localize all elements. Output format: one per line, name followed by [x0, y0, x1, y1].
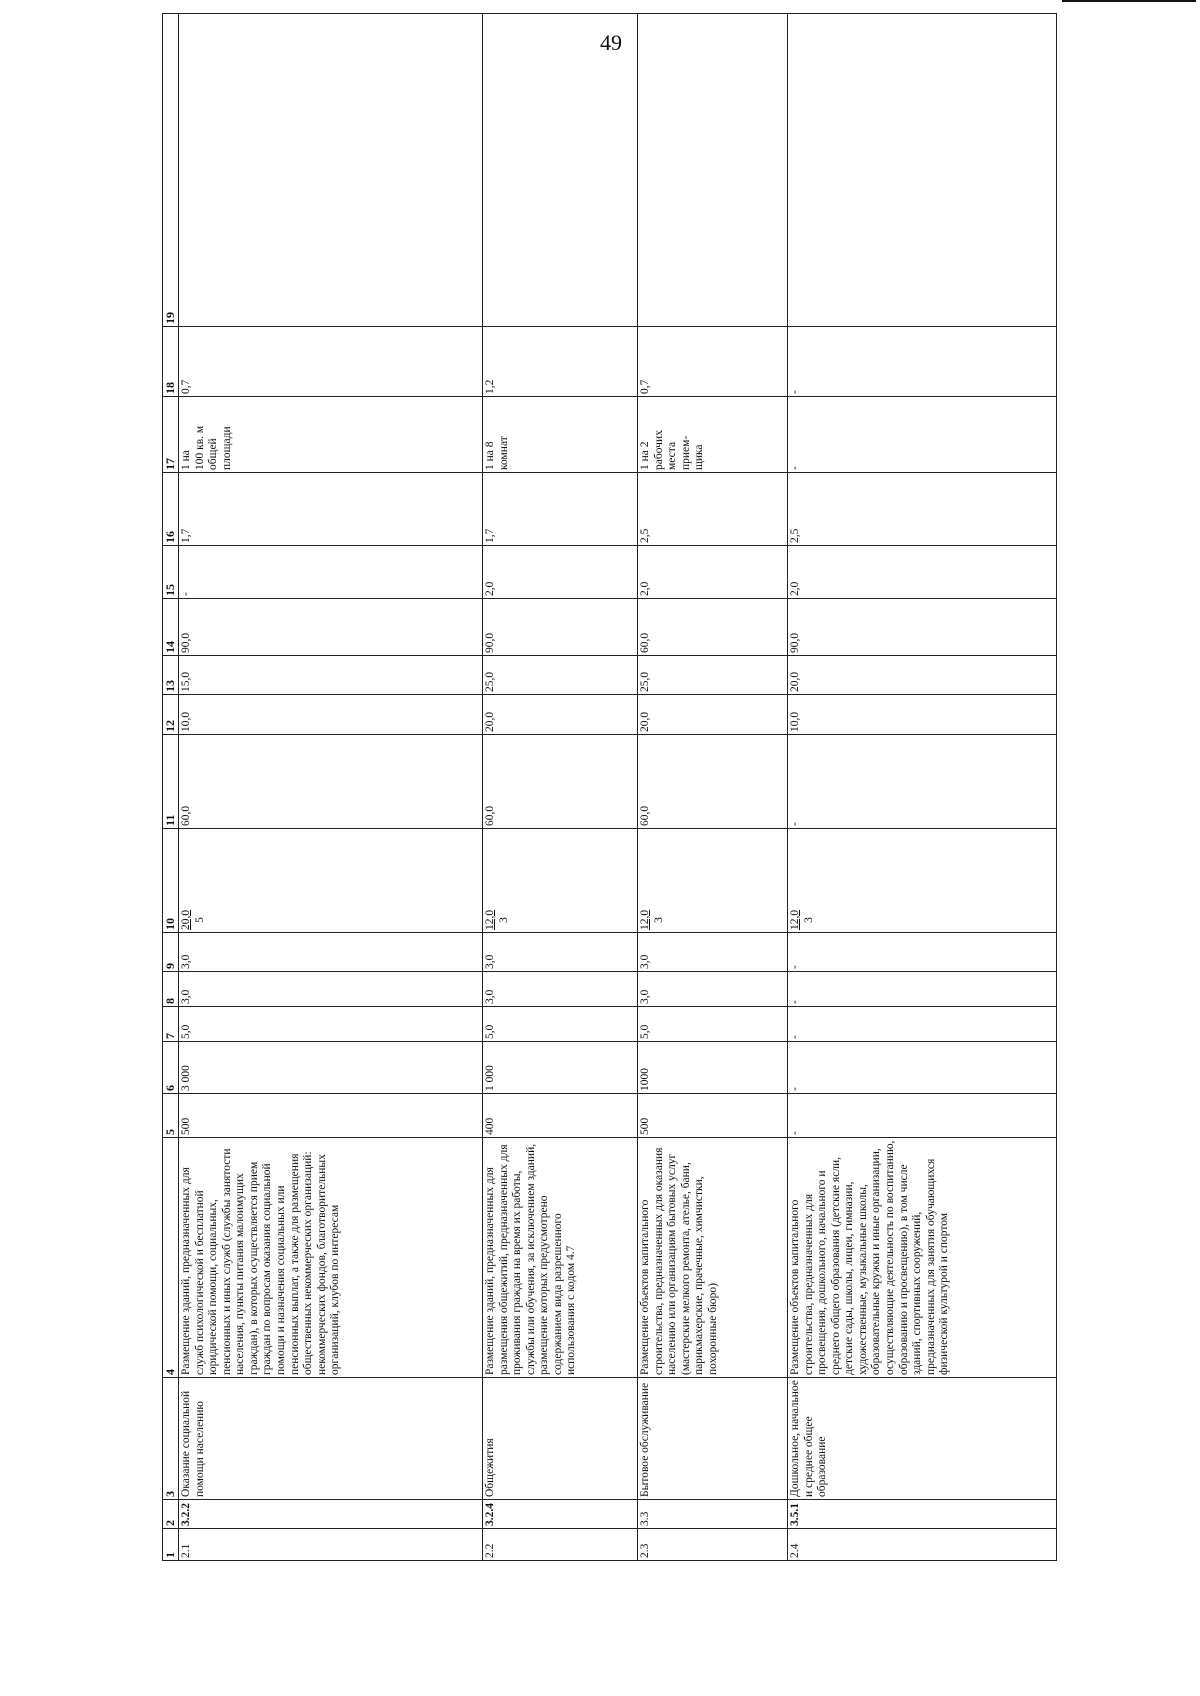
header-cell: 7 — [163, 1007, 179, 1042]
use-code: 3.3 — [638, 1500, 788, 1529]
cell-col15: 2,0 — [638, 546, 788, 599]
table-row — [179, 14, 483, 1561]
cell-col18: 1,2 — [483, 327, 638, 397]
cell-col5: 500 — [638, 1094, 788, 1138]
header-cell: 6 — [163, 1042, 179, 1094]
header-cell: 17 — [163, 397, 179, 473]
cell-col19 — [638, 14, 788, 327]
cell-col5: 500 — [179, 1094, 483, 1138]
header-cell: 11 — [163, 735, 179, 829]
cell-col9: 3,0 — [483, 933, 638, 972]
cell-col14: 90,0 — [179, 599, 483, 656]
cell-col9: 3,0 — [638, 933, 788, 972]
fraction-numerator: 12,0 — [789, 909, 801, 930]
table-header-row — [163, 14, 179, 1561]
cell-col17: 1 на 2 рабочих места прием- щика — [638, 397, 788, 473]
cell-col17: 1 на 100 кв. м общей площади — [179, 397, 483, 473]
cell-col18: 0,7 — [638, 327, 788, 397]
header-cell: 10 — [163, 829, 179, 933]
cell-col16: 1,7 — [483, 473, 638, 546]
cell-col10 — [179, 829, 483, 933]
use-description: Размещение зданий, предназначенных для размещения общежитий, предназначенных для проживания граждан на время их работы, службы или обучения, за исключением зданий, размещение которых предусмотрено содержанием вида разрешенного использования с кодом 4.7 — [483, 1138, 638, 1378]
use-code: 3.5.1 — [788, 1500, 1057, 1529]
fraction-denominator: 3 — [652, 917, 665, 923]
cell-col15: - — [179, 546, 483, 599]
header-cell: 15 — [163, 546, 179, 599]
zoning-table — [162, 13, 1057, 1561]
cell-col10 — [788, 829, 1057, 933]
cell-col7: - — [788, 1007, 1057, 1042]
cell-col6: - — [788, 1042, 1057, 1094]
fraction — [180, 910, 207, 930]
fraction-denominator: 5 — [193, 917, 206, 923]
cell-col13: 25,0 — [483, 656, 638, 695]
cell-col12: 20,0 — [483, 695, 638, 735]
use-code: 3.2.2 — [179, 1500, 483, 1529]
cell-col6: 1000 — [638, 1042, 788, 1094]
fraction-denominator: 3 — [497, 917, 510, 923]
use-name: Бытовое обслуживание — [638, 1378, 788, 1500]
use-name: Дошкольное, начальное и среднее общее образование — [788, 1378, 1057, 1500]
cell-col16: 2,5 — [788, 473, 1057, 546]
cell-col12: 10,0 — [788, 695, 1057, 735]
cell-col11: - — [788, 735, 1057, 829]
use-description: Размещение объектов капитального строительства, предназначенных для оказания населению или организациям бытовых услуг (мастерские мелкого ремонта, ателье, бани, парикмахерские, прачечные, химчистки, похоронные бюро) — [638, 1138, 788, 1378]
cell-col10 — [483, 829, 638, 933]
cell-col10 — [638, 829, 788, 933]
cell-col8: 3,0 — [179, 972, 483, 1007]
cell-col13: 20,0 — [788, 656, 1057, 695]
table-row — [788, 14, 1057, 1561]
use-description: Размещение объектов капитального строительства, предназначенных для просвещения, дошкольного, начального и среднего общего образования (детские ясли, детские сады, школы, лицеи, гимназии, художественные, музыкальные школы, образовательные кружки и иные организации, осуществляющие деятельность по воспитанию, образованию и просвещению), в том числе зданий, спортивных сооружений, предназначенных для занятия обучающихся физической культурой и спортом — [788, 1138, 1057, 1378]
row-number: 2.2 — [483, 1529, 638, 1561]
header-cell: 8 — [163, 972, 179, 1007]
cell-col13: 25,0 — [638, 656, 788, 695]
cell-col5: - — [788, 1094, 1057, 1138]
header-cell: 4 — [163, 1138, 179, 1378]
cell-col12: 10,0 — [179, 695, 483, 735]
cell-col19 — [179, 14, 483, 327]
row-number: 2.3 — [638, 1529, 788, 1561]
cell-col17: - — [788, 397, 1057, 473]
cell-col8: 3,0 — [638, 972, 788, 1007]
cell-col9: - — [788, 933, 1057, 972]
fraction — [484, 910, 511, 930]
header-cell: 1 — [163, 1529, 179, 1561]
cell-col11: 60,0 — [638, 735, 788, 829]
page-number: 49 — [600, 30, 622, 55]
table-row — [483, 14, 638, 1561]
header-cell: 3 — [163, 1378, 179, 1500]
cell-col16: 2,5 — [638, 473, 788, 546]
header-cell: 9 — [163, 933, 179, 972]
fraction — [639, 910, 666, 930]
cell-col14: 90,0 — [483, 599, 638, 656]
rotated-table-wrapper — [162, 109, 1072, 1561]
fraction-numerator: 12,0 — [484, 909, 496, 930]
cell-col14: 60,0 — [638, 599, 788, 656]
cell-col13: 15,0 — [179, 656, 483, 695]
header-cell: 5 — [163, 1094, 179, 1138]
cell-col18: 0,7 — [179, 327, 483, 397]
header-cell: 18 — [163, 327, 179, 397]
header-cell: 16 — [163, 473, 179, 546]
cell-col5: 400 — [483, 1094, 638, 1138]
fraction — [789, 910, 816, 930]
cell-col16: 1,7 — [179, 473, 483, 546]
cell-col15: 2,0 — [483, 546, 638, 599]
cell-col12: 20,0 — [638, 695, 788, 735]
header-cell: 19 — [163, 14, 179, 327]
fraction-denominator: 3 — [802, 917, 815, 923]
cell-col7: 5,0 — [179, 1007, 483, 1042]
use-name: Общежития — [483, 1378, 638, 1500]
row-number: 2.4 — [788, 1529, 1057, 1561]
cell-col9: 3,0 — [179, 933, 483, 972]
cell-col15: 2,0 — [788, 546, 1057, 599]
cell-col8: 3,0 — [483, 972, 638, 1007]
cell-col6: 1 000 — [483, 1042, 638, 1094]
cell-col11: 60,0 — [483, 735, 638, 829]
header-cell: 13 — [163, 656, 179, 695]
cell-col19 — [483, 14, 638, 327]
header-cell: 14 — [163, 599, 179, 656]
fraction-numerator: 12,0 — [639, 909, 651, 930]
use-description: Размещение зданий, предназначенных для служб психологической и бесплатной юридической помощи, социальных, пенсионных и иных служб (службы занятости населения, пункты питания малоимущих граждан), в которых осуществляется прием граждан по вопросам оказания социальной помощи и назначения социальных или пенсионных выплат, а также для размещения общественных некоммерческих организаций: некоммерческих фондов, благотворительных организаций, клубов по интересам — [179, 1138, 483, 1378]
header-cell: 12 — [163, 695, 179, 735]
cell-col6: 3 000 — [179, 1042, 483, 1094]
cell-col7: 5,0 — [483, 1007, 638, 1042]
table-row — [638, 14, 788, 1561]
fraction-numerator: 20,0 — [180, 909, 192, 930]
use-code: 3.2.4 — [483, 1500, 638, 1529]
cell-col7: 5,0 — [638, 1007, 788, 1042]
cell-col11: 60,0 — [179, 735, 483, 829]
top-rule — [1062, 0, 1196, 2]
cell-col18: - — [788, 327, 1057, 397]
cell-col14: 90,0 — [788, 599, 1057, 656]
cell-col8: - — [788, 972, 1057, 1007]
use-name: Оказание социальной помощи населению — [179, 1378, 483, 1500]
cell-col17: 1 на 8 комнат — [483, 397, 638, 473]
header-cell: 2 — [163, 1500, 179, 1529]
cell-col19 — [788, 14, 1057, 327]
row-number: 2.1 — [179, 1529, 483, 1561]
